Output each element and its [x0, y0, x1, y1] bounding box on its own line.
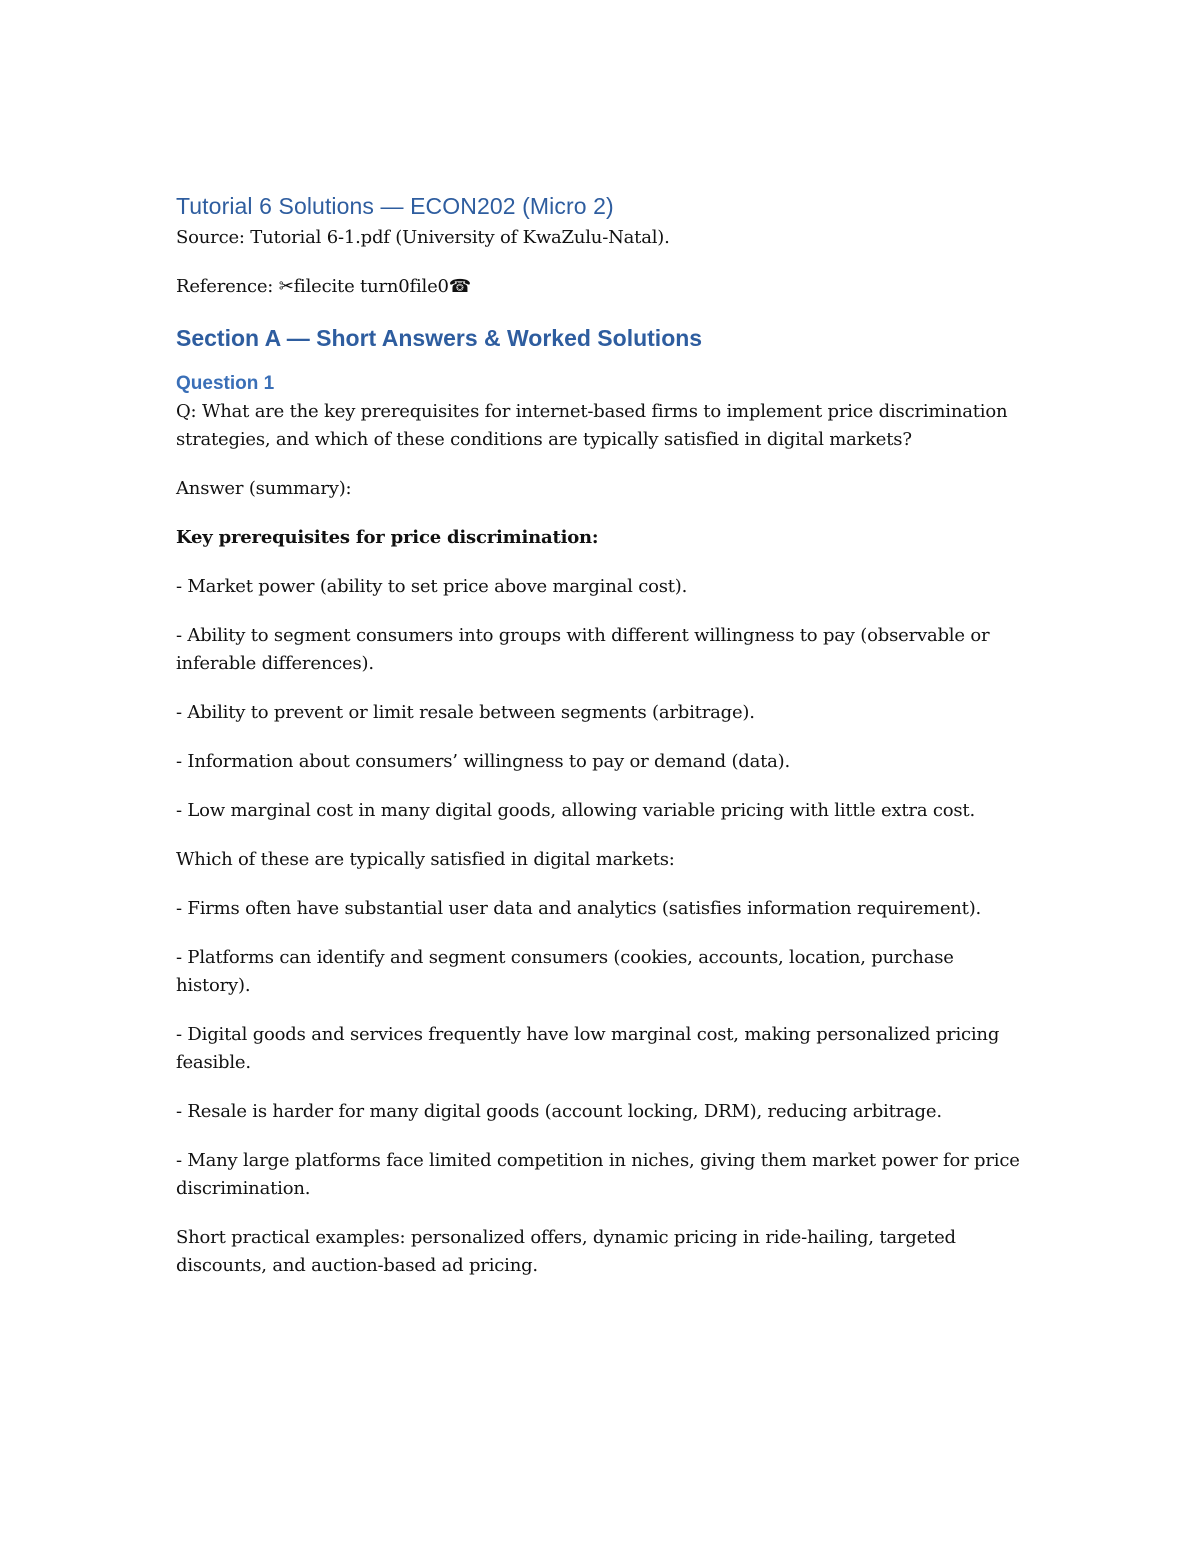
source-line: Source: Tutorial 6-1.pdf (University of KwaZulu-Natal).: [176, 227, 670, 248]
answer-label: Answer (summary):: [176, 478, 352, 499]
prerequisite-item: - Ability to prevent or limit resale between segments (arbitrage).: [176, 702, 755, 723]
prerequisite-item: - Ability to segment consumers into groups with different willingness to pay (observable or inferable differences).: [176, 625, 990, 674]
satisfied-item: - Many large platforms face limited competition in niches, giving them market power for price discrimination.: [176, 1150, 1020, 1199]
satisfied-item: - Platforms can identify and segment consumers (cookies, accounts, location, purchase history).: [176, 947, 954, 996]
question-1-heading: Question 1: [176, 373, 275, 394]
document-title: Tutorial 6 Solutions — ECON202 (Micro 2): [176, 193, 614, 219]
prerequisite-item: - Low marginal cost in many digital goods, allowing variable pricing with little extra cost.: [176, 800, 975, 821]
question-1-text: Q: What are the key prerequisites for internet-based firms to implement price discrimination strategies, and which of these conditions are typically satisfied in digital markets?: [176, 401, 1008, 450]
satisfied-item: - Digital goods and services frequently have low marginal cost, making personalized pricing feasible.: [176, 1024, 1000, 1073]
prerequisite-item: - Market power (ability to set price above marginal cost).: [176, 576, 688, 597]
reference-line: Reference: ✂filecite turn0file0☎: [176, 276, 472, 297]
satisfied-item: - Resale is harder for many digital goods (account locking, DRM), reducing arbitrage.: [176, 1101, 942, 1122]
document-page: [176, 190, 1026, 1301]
section-a-heading: Section A — Short Answers & Worked Solutions: [176, 325, 703, 351]
satisfied-item: - Firms often have substantial user data and analytics (satisfies information requirement).: [176, 898, 982, 919]
prerequisite-item: - Information about consumers’ willingness to pay or demand (data).: [176, 751, 791, 772]
satisfied-heading: Which of these are typically satisfied in digital markets:: [176, 849, 675, 870]
examples-paragraph: Short practical examples: personalized offers, dynamic pricing in ride-hailing, targeted discounts, and auction-based ad pricing.: [176, 1227, 956, 1276]
prerequisites-heading: Key prerequisites for price discrimination:: [176, 527, 599, 548]
